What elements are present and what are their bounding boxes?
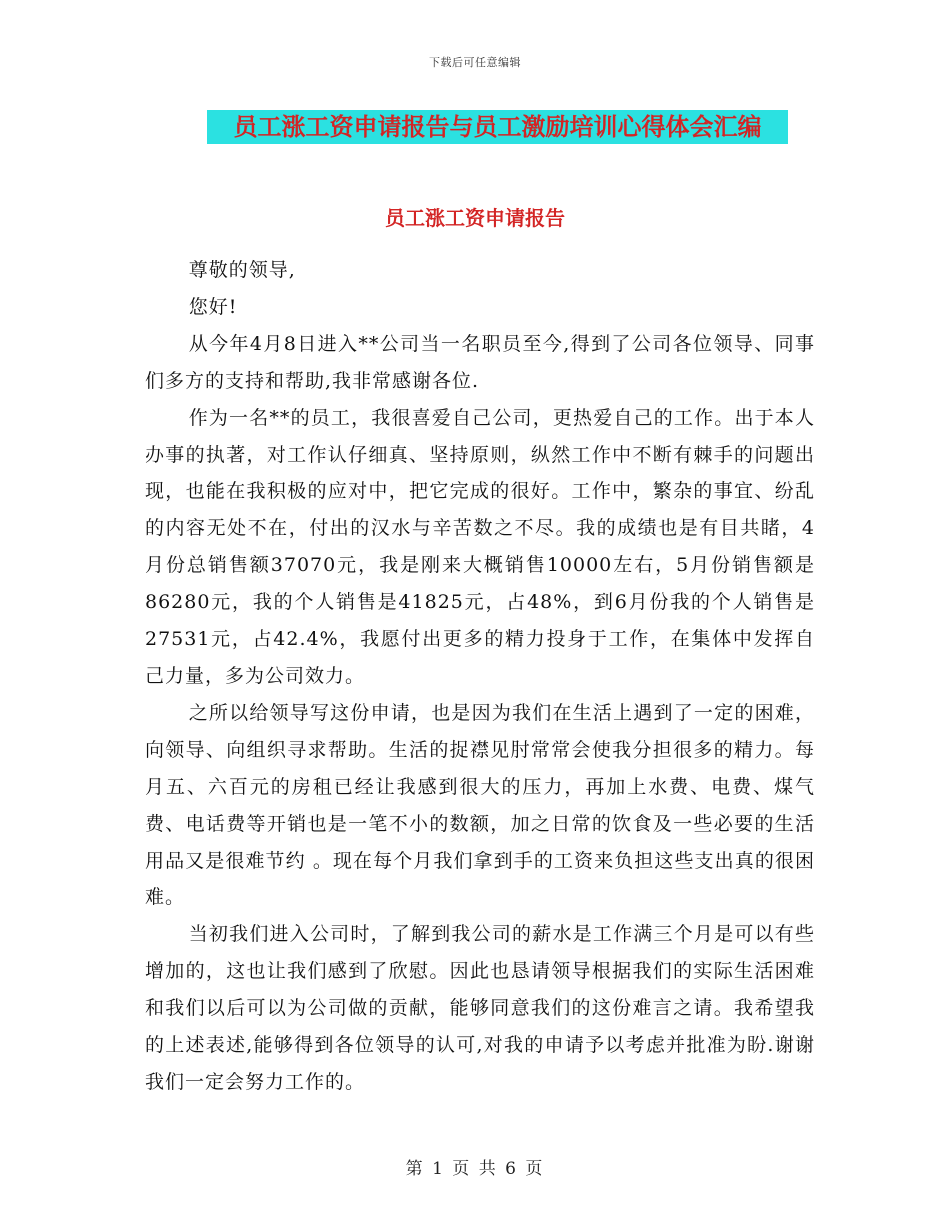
salutation: 尊敬的领导, [188,259,296,281]
page-number: 第 1 页 共 6 页 [405,1159,545,1179]
paragraph: 当初我们进入公司时，了解到我公司的薪水是工作满三个月是可以有些增加的，这也让我们感到了欣慰。因此也恳请领导根据我们的实际生活困难和我们以后可以为公司做的贡献，能够同意我们的这份难言之请。我希望我的上述表述,能够得到各位领导的认可,对我的申请予以考虑并批准为盼.谢谢我们一定会努力工作的。 [145,923,815,1093]
section-title: 员工涨工资申请报告 [385,206,565,230]
document-body [145,222,815,1101]
paragraph: 从今年4月8日进入**公司当一名职员至今,得到了公司各位领导、同事们多方的支持和帮助,我非常感谢各位. [145,332,815,392]
paragraph: 作为一名**的员工，我很喜爱自己公司，更热爱自己的工作。出于本人办事的执著，对工作认仔细真、坚持原则，纵然工作中不断有棘手的问题出现，也能在我积极的应对中，把它完成的很好。工作中，繁杂的事宜、纷乱的内容无处不在，付出的汉水与辛苦数之不尽。我的成绩也是有目共睹，4月份总销售额37070元，我是刚来大概销售10000左右，5月份销售额是86280元，我的个人销售是41825元，占48%，到6月份我的个人销售是27531元，占42.4%，我愿付出更多的精力投身于工作，在集体中发挥自己力量，多为公司效力。 [145,406,815,687]
header-note: 下载后可任意编辑 [429,56,521,69]
paragraph: 之所以给领导写这份申请，也是因为我们在生活上遇到了一定的困难，向领导、向组织寻求帮助。生活的捉襟见肘常常会使我分担很多的精力。每月五、六百元的房租已经让我感到很大的压力，再加上水费、电费、煤气费、电话费等开销也是一笔不小的数额，加之日常的饮食及一些必要的生活用品又是很难节约 。现在每个月我们拿到手的工资来负担这些支出真的很困难。 [145,701,815,909]
document-title: 员工涨工资申请报告与员工激励培训心得体会汇编 [207,110,788,144]
greeting: 您好! [188,295,238,318]
